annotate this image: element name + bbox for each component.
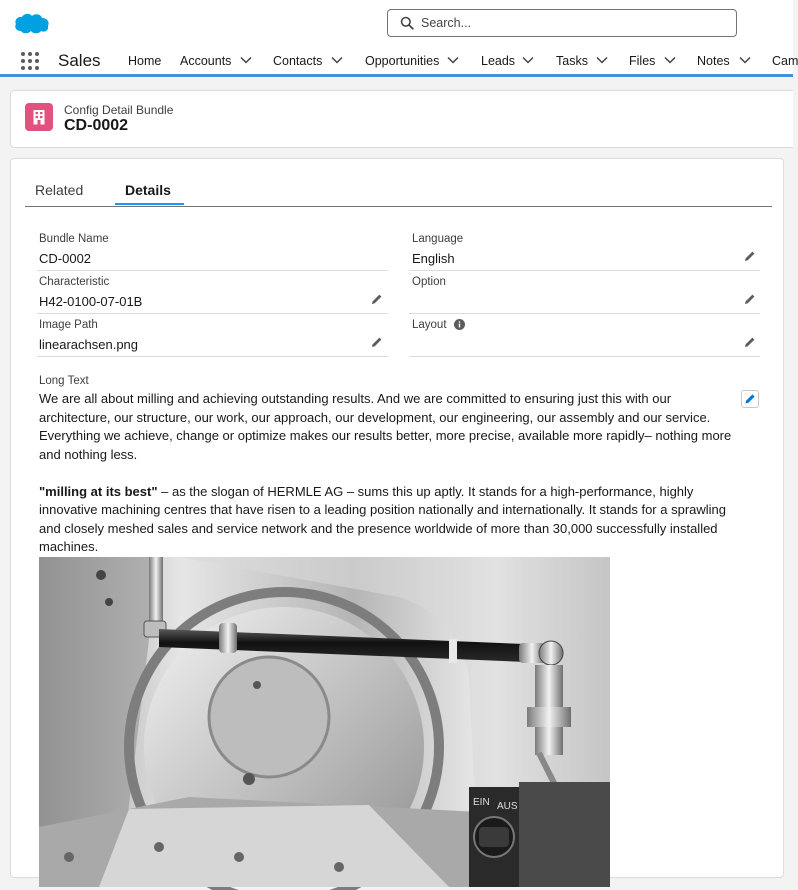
record-title: CD-0002 bbox=[64, 117, 129, 134]
field-divider bbox=[409, 313, 760, 314]
field-divider bbox=[409, 356, 760, 357]
pencil-icon bbox=[742, 391, 758, 407]
field-value-language: English bbox=[412, 251, 455, 266]
nav-item-home[interactable]: Home bbox=[128, 54, 162, 68]
building-icon bbox=[25, 103, 53, 131]
salesforce-logo-icon[interactable] bbox=[13, 9, 51, 37]
machine-image bbox=[39, 557, 610, 887]
app-launcher-icon[interactable] bbox=[20, 51, 40, 71]
tab-related[interactable]: Related bbox=[35, 182, 84, 198]
field-divider bbox=[37, 270, 388, 271]
chevron-down-icon[interactable] bbox=[664, 56, 676, 64]
field-label-bundle-name: Bundle Name bbox=[39, 233, 109, 245]
slogan-text: "milling at its best" bbox=[39, 483, 158, 499]
nav-item-leads[interactable]: Leads bbox=[481, 54, 516, 68]
nav-item-tasks[interactable]: Tasks bbox=[556, 54, 588, 68]
field-value-long-text bbox=[39, 390, 739, 575]
field-label-image-path: Image Path bbox=[39, 319, 98, 331]
machine-photo-illustration bbox=[39, 557, 610, 887]
nav-item-notes[interactable]: Notes bbox=[697, 54, 730, 68]
chevron-down-icon[interactable] bbox=[331, 56, 343, 64]
nav-item-files[interactable]: Files bbox=[629, 54, 656, 68]
edit-characteristic-pencil-icon[interactable] bbox=[371, 293, 383, 305]
tabs-divider bbox=[25, 206, 772, 207]
field-label-language: Language bbox=[412, 233, 464, 245]
active-tab-indicator bbox=[115, 203, 184, 205]
field-label-option: Option bbox=[412, 276, 446, 288]
record-detail-card bbox=[10, 158, 784, 878]
nav-item-contacts[interactable]: Contacts bbox=[273, 54, 323, 68]
chevron-down-icon[interactable] bbox=[522, 56, 534, 64]
field-divider bbox=[37, 313, 388, 314]
record-type-icon bbox=[25, 103, 53, 131]
chevron-down-icon[interactable] bbox=[739, 56, 751, 64]
chevron-down-icon[interactable] bbox=[447, 56, 459, 64]
info-icon[interactable] bbox=[454, 319, 465, 330]
long-text-paragraph-2 bbox=[39, 483, 739, 557]
edit-language-pencil-icon[interactable] bbox=[744, 250, 756, 262]
search-placeholder: Search... bbox=[421, 16, 472, 30]
field-label-characteristic: Characteristic bbox=[39, 276, 110, 288]
field-divider bbox=[37, 356, 388, 357]
edit-option-pencil-icon[interactable] bbox=[744, 293, 756, 305]
field-value-image-path: linearachsen.png bbox=[39, 337, 139, 352]
edit-layout-pencil-icon[interactable] bbox=[744, 336, 756, 348]
chevron-down-icon[interactable] bbox=[596, 56, 608, 64]
nav-item-opportunities[interactable]: Opportunities bbox=[365, 54, 440, 68]
app-navigation-bar bbox=[0, 46, 798, 77]
edit-image-path-pencil-icon[interactable] bbox=[371, 336, 383, 348]
tab-details[interactable]: Details bbox=[125, 182, 171, 198]
long-text-paragraph-2-body: – as the slogan of HERMLE AG – sums this up aptly. It stands for a high-performance, highly innovative machining centres that have risen to a leading position nationally and internationally. It stands for a sprawling and closely meshed sales and service network and the presence worldwide of more than 30,000 successfully installed machines. bbox=[39, 483, 727, 554]
record-header bbox=[10, 90, 793, 148]
global-header bbox=[0, 0, 793, 46]
search-input[interactable] bbox=[387, 9, 737, 37]
nav-item-accounts[interactable]: Accounts bbox=[180, 54, 232, 68]
search-icon bbox=[400, 16, 414, 30]
machine-label-ein: EIN bbox=[473, 797, 490, 808]
record-type-label: Config Detail Bundle bbox=[64, 103, 174, 117]
long-text-paragraph-1: We are all about milling and achieving outstanding results. And we are committed to ensuring just this with our architecture, our structure, our work, our approach, our development, our engineering, our assembly and our service. Everything we achieve, change or optimize makes our results better, more precise, available more rapidly– nothing more and nothing less. bbox=[39, 391, 732, 462]
field-value-bundle-name: CD-0002 bbox=[39, 251, 92, 266]
field-label-long-text: Long Text bbox=[39, 375, 89, 387]
app-name: Sales bbox=[58, 51, 101, 70]
field-divider bbox=[409, 270, 760, 271]
field-label-layout: Layout bbox=[412, 319, 447, 331]
field-value-characteristic: H42-0100-07-01B bbox=[39, 294, 143, 309]
nav-item-campaigns[interactable]: Cam bbox=[772, 54, 798, 68]
chevron-down-icon[interactable] bbox=[240, 56, 252, 64]
machine-label-aus: AUS bbox=[497, 801, 518, 812]
edit-long-text-button[interactable] bbox=[741, 390, 759, 408]
